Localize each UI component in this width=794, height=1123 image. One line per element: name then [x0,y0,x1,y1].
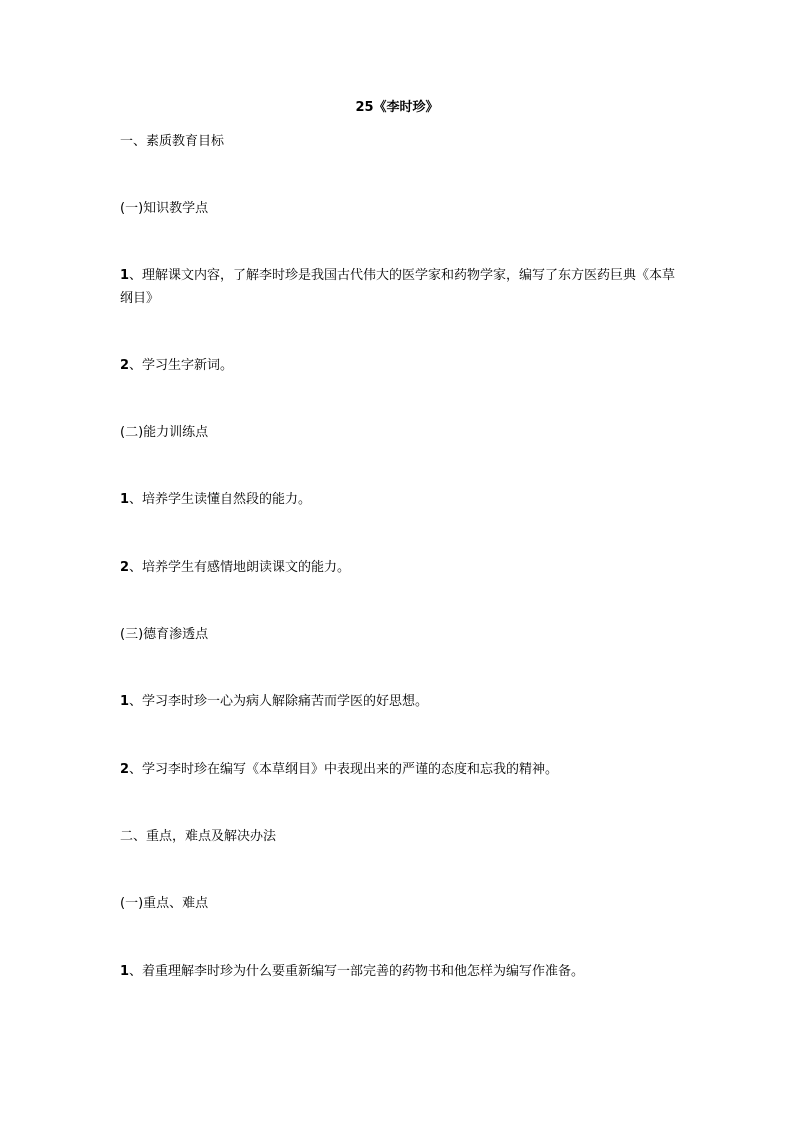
section-heading [120,825,680,848]
paragraph-text: 、培养学生有感情地朗读课文的能力。 [129,560,351,575]
item-number: 1 [120,694,130,709]
item-number: 1 [120,964,130,979]
paragraph-text: (一)重点、难点 [120,896,209,911]
paragraph-text: (一)知识教学点 [120,201,209,216]
paragraph-text: 、学习生字新词。 [129,358,234,373]
list-item [120,488,680,511]
list-item [120,758,680,781]
list-item [120,264,680,310]
subsection-heading [120,623,680,646]
paragraph-text: 二、重点，难点及解决办法 [120,829,277,844]
paragraph-text: 、理解课文内容，了解李时珍是我国古代伟大的医学家和药物学家，编写了东方医药巨典《本草纲目》 [120,268,676,306]
paragraph-text: (三)德育渗透点 [120,627,209,642]
subsection-heading [120,421,680,444]
list-item [120,960,680,983]
section-heading [120,130,680,153]
list-item [120,690,680,713]
paragraph-text: 、培养学生读懂自然段的能力。 [129,492,312,507]
subsection-heading [120,197,680,220]
paragraph-text: (二)能力训练点 [120,425,209,440]
item-number: 1 [120,492,130,507]
list-item [120,354,680,377]
document-title: 25《李时珍》 [355,100,439,115]
subsection-heading [120,892,680,915]
paragraph-text: 、学习李时珍一心为病人解除痛苦而学医的好思想。 [129,694,429,709]
paragraph-text: 、学习李时珍在编写《本草纲目》中表现出来的严谨的态度和忘我的精神。 [129,762,559,777]
item-number: 1 [120,268,130,283]
item-number: 2 [120,560,130,575]
paragraph-text: 、着重理解李时珍为什么要重新编写一部完善的药物书和他怎样为编写作准备。 [129,964,585,979]
paragraph-text: 一、素质教育目标 [120,134,225,149]
list-item [120,556,680,579]
item-number: 2 [120,358,130,373]
item-number: 2 [120,762,130,777]
